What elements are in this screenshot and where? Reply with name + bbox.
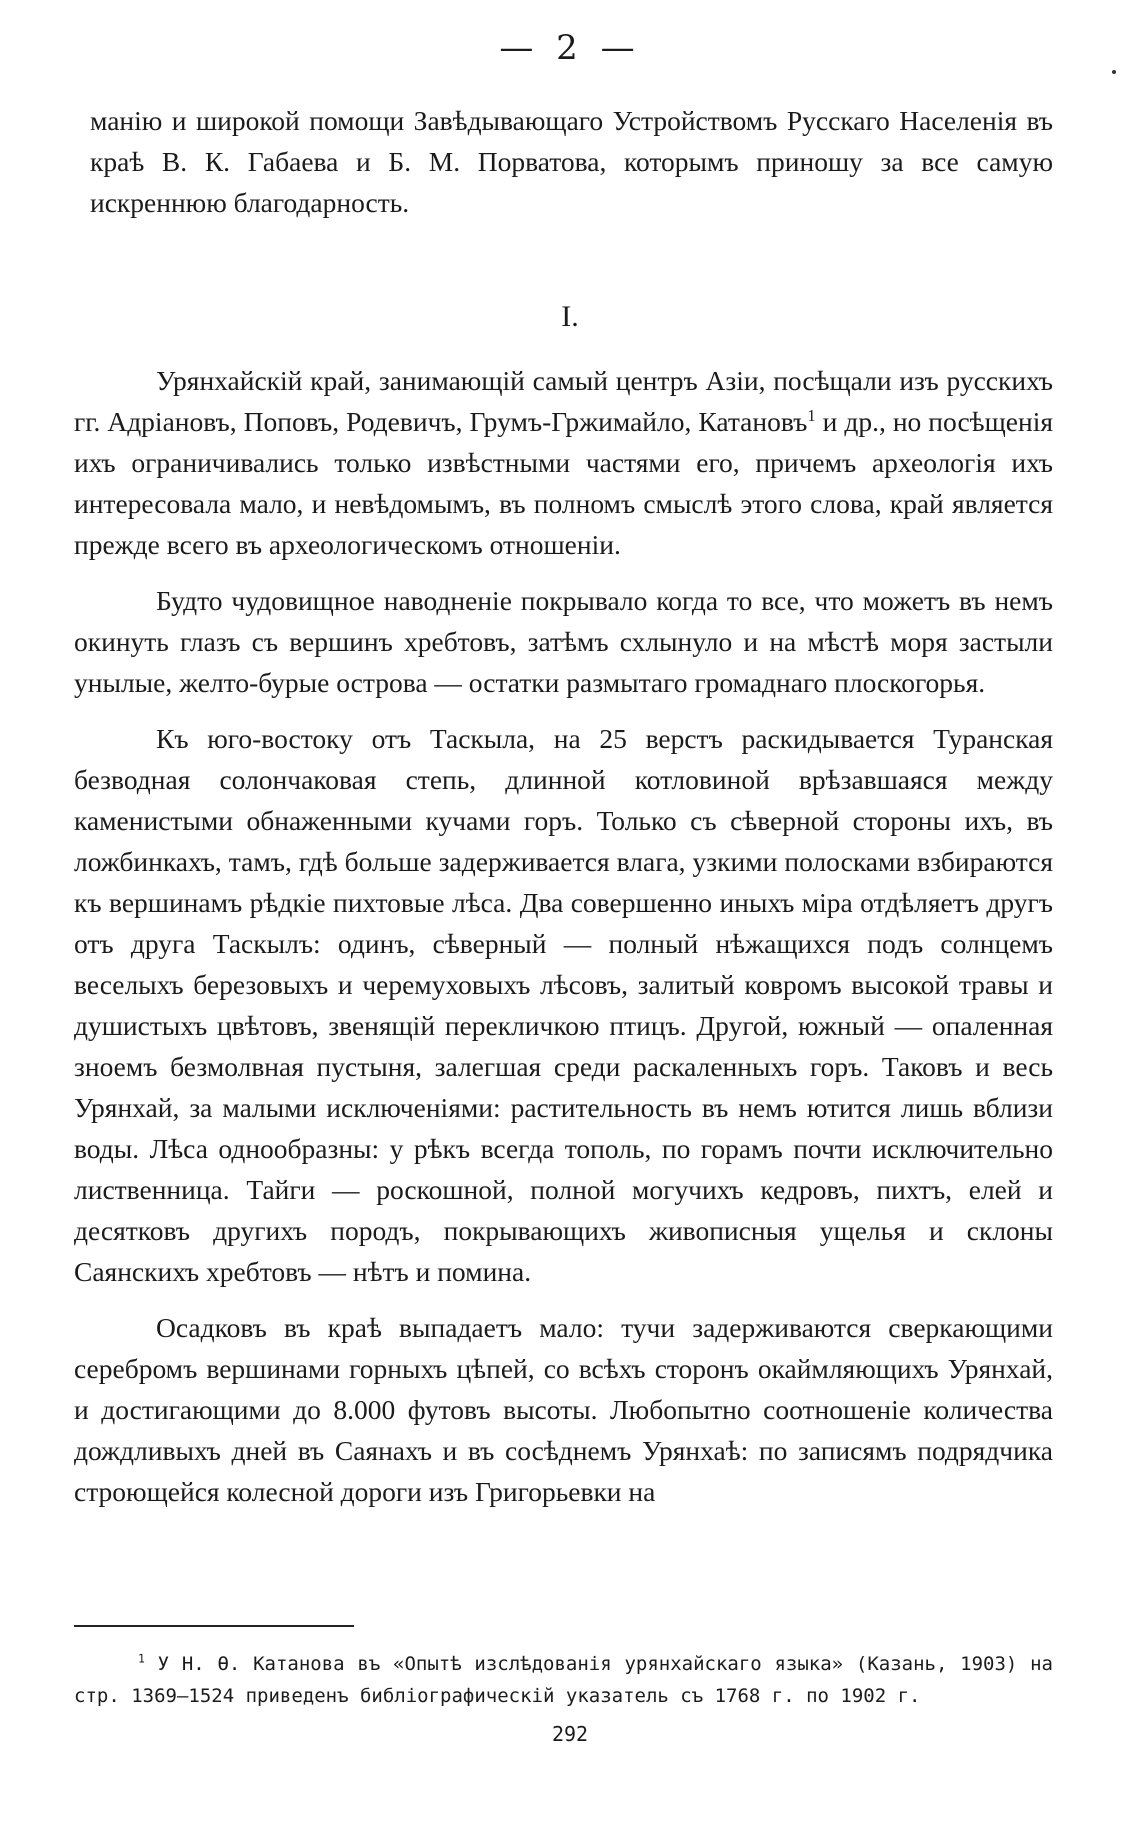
paragraph-1-end: и др., но посѣщенія ихъ ограничивались только извѣстными частями его, причемъ археологія ихъ интересовала мало, и невѣдомымъ, въ полномъ смыслѣ этого слова, край является прежде всего въ археологическомъ отношеніи. [74, 406, 1053, 560]
intro-paragraph: манію и широкой помощи Завѣдывающаго Устройствомъ Русскаго Населенія въ краѣ В. К. Габаева и Б. М. Порватова, которымъ приношу за все самую искреннюю благодарность. [90, 105, 1053, 218]
footnote-divider [74, 1625, 354, 1627]
scan-speck [1112, 70, 1116, 74]
paragraph-2: Будто чудовищное наводненіе покрывало когда то все, что можетъ въ немъ окинуть глазъ съ вершинъ хребтовъ, затѣмъ схлынуло и на мѣстѣ моря застыли унылые, желто-бурые острова — остатки размытаго громаднаго плоскогорья. [74, 585, 1053, 698]
page-number-header: — 2 — [499, 28, 641, 68]
section-heading: I. [561, 300, 579, 333]
footnote-reference: 1 [807, 405, 816, 425]
folio-number: 292 [551, 1722, 589, 1746]
paragraph-3: Къ юго-востоку отъ Таскыла, на 25 верстъ раскидывается Туранская безводная солончаковая степь, длинной котловиной врѣзавшаяся между каменистыми обнаженными кучами горъ. Только съ сѣверной стороны ихъ, въ ложбинкахъ, тамъ, гдѣ больше задерживается влага, узкими полосками взбираются къ вершинамъ рѣдкіе пихтовые лѣса. Два совершенно иныхъ міра отдѣляетъ другъ отъ друга Таскылъ: одинъ, сѣверный — полный нѣжащихся подъ солнцемъ веселыхъ березовыхъ и черемуховыхъ лѣсовъ, залитый ковромъ высокой травы и душистыхъ цвѣтовъ, звенящій перекличкою птицъ. Другой, южный — опаленная зноемъ безмолвная пустыня, залегшая среди раскаленныхъ горъ. Таковъ и весь Урянхай, за малыми исключеніями: растительность въ немъ ютится лишь вблизи воды. Лѣса однообразны: у рѣкъ всегда тополь, по горамъ почти исключительно лиственница. Тайги — роскошной, полной могучихъ кедровъ, пихтъ, елей и десятковъ другихъ породъ, покрывающихъ живописныя ущелья и склоны Саянскихъ хребтовъ — нѣтъ и помина. [74, 723, 1053, 1287]
footnote-marker: 1 [138, 1651, 145, 1666]
paragraph-1 [74, 360, 1053, 565]
footnote-text: У Н. Ѳ. Катанова въ «Опытѣ изслѣдованія урянхайскаго языка» (Казань, 1903) на стр. 1369—1524 приведенъ библіографическій указатель съ 1768 г. по 1902 г. [74, 1653, 1053, 1707]
paragraph-1-start: Урянхайскій край, занимающій самый центръ Азіи, посѣщали изъ русскихъ гг. Адріановъ, Поповъ, Родевичъ, Грумъ-Гржимайло, Катановъ [74, 365, 1053, 437]
body-text [74, 360, 1053, 1527]
footnote [74, 1648, 1053, 1712]
paragraph-4: Осадковъ въ краѣ выпадаетъ мало: тучи задерживаются сверкающими серебромъ вершинами горныхъ цѣпей, со всѣхъ сторонъ окаймляющихъ Урянхай, и достигающими до 8.000 футовъ высоты. Любопытно соотношеніе количества дождливыхъ дней въ Саянахъ и въ сосѣднемъ Урянхаѣ: по записямъ подрядчика строющейся колесной дороги изъ Григорьевки на [74, 1312, 1053, 1507]
intro-paragraph-block [90, 100, 1053, 223]
